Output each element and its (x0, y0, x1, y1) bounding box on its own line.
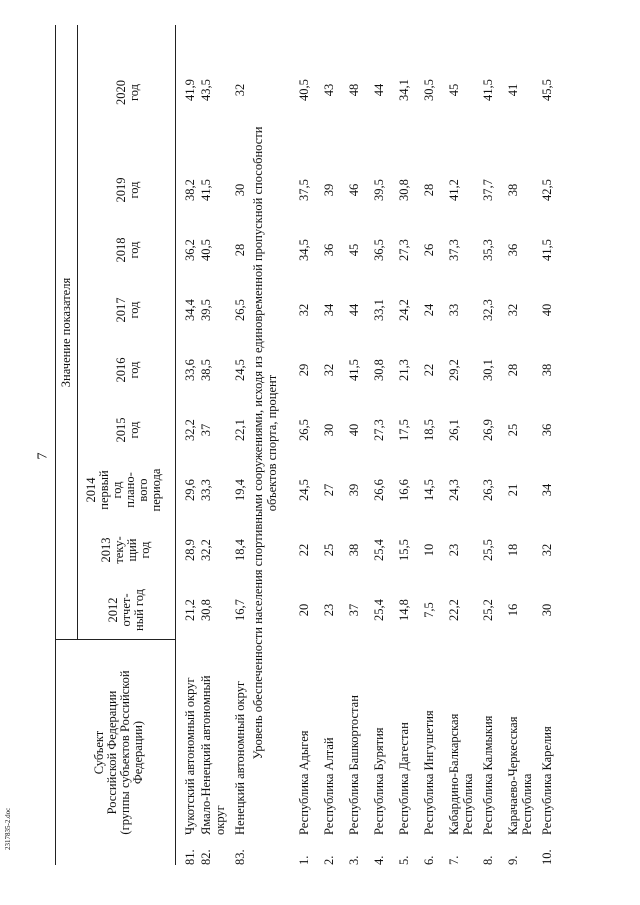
value-cell: 36,5 (372, 239, 386, 261)
value-cell: 14,8 (397, 599, 411, 621)
value-cell: 37 (347, 603, 361, 617)
value-cell: 41 (506, 83, 520, 97)
value-cell: 24 (422, 303, 436, 317)
value-cell: 18 (506, 543, 520, 557)
value-cell: 32,3 (481, 299, 495, 321)
subject-name (199, 640, 227, 835)
value-cell: 29 (297, 363, 311, 377)
row-number: 6. (422, 855, 436, 865)
subject-name (397, 640, 411, 835)
year-header-line: периода (149, 468, 163, 512)
subject-name-line: Республика Бурятия (372, 727, 386, 835)
value-cell: 40,5 (297, 79, 311, 101)
value-cell: 14,5 (422, 479, 436, 501)
year-header-line: первый (97, 470, 111, 510)
value-cell: 28 (506, 363, 520, 377)
year-header-line: 2018 (114, 237, 128, 263)
value-cell: 41,2 (447, 179, 461, 201)
subject-header-line: Федерации) (131, 720, 145, 785)
value-cell: 39 (322, 183, 336, 197)
subject-name (506, 640, 534, 835)
year-header-line: год (127, 301, 141, 319)
subject-name-line: Республика Башкортостан (347, 695, 361, 835)
subject-name-line: Республика Калмыкия (481, 715, 495, 835)
row-number: 9. (506, 855, 520, 865)
subject-name-line: Республика Ингушетия (422, 710, 436, 835)
value-cell: 28,9 (183, 539, 197, 561)
year-header-line: плано- (123, 472, 137, 508)
value-cell: 36,2 (183, 239, 197, 261)
year-header-2020 (115, 25, 141, 160)
table-top-rule (55, 25, 56, 865)
year-header-line: отчет- (119, 593, 133, 627)
value-cell: 42,5 (540, 179, 554, 201)
subject-name-line: Республика Дагестан (397, 722, 411, 835)
value-cell: 26 (422, 243, 436, 257)
value-cell: 41,5 (481, 79, 495, 101)
value-cell: 46 (347, 183, 361, 197)
row-number: 1. (297, 855, 311, 865)
value-cell: 43,5 (199, 79, 213, 101)
row-number: 2. (322, 855, 336, 865)
row-number: 3. (347, 855, 361, 865)
value-cell: 26,1 (447, 419, 461, 441)
value-cell: 16,7 (233, 599, 247, 621)
year-header-line: год (110, 481, 124, 499)
value-cell: 22,1 (233, 419, 247, 441)
subject-name-line: Чукотский автономный округ (183, 677, 197, 835)
value-cell: 33 (447, 303, 461, 317)
year-header-2015 (115, 400, 141, 460)
value-cell: 32,2 (199, 539, 213, 561)
value-cell: 35,3 (481, 239, 495, 261)
value-cell: 19,4 (233, 479, 247, 501)
value-cell: 41,5 (540, 239, 554, 261)
subject-name (540, 640, 554, 835)
year-header-2014 (85, 460, 163, 520)
subject-header-line: Субъект (92, 730, 106, 775)
value-cell: 21,3 (397, 359, 411, 381)
year-header-line: год (127, 181, 141, 199)
row-number: 10. (540, 849, 554, 865)
value-cell: 38 (347, 543, 361, 557)
value-cell: 34 (322, 303, 336, 317)
document-code: 2317835-2.doc (4, 807, 12, 850)
value-cell: 33,1 (372, 299, 386, 321)
year-header-line: год (127, 241, 141, 259)
value-cell: 16 (506, 603, 520, 617)
year-header-line: вого (136, 478, 150, 502)
year-header-2019 (115, 160, 141, 220)
value-cell: 33,6 (183, 359, 197, 381)
value-cell: 25,4 (372, 539, 386, 561)
page-number: 7 (35, 452, 51, 460)
value-cell: 26,9 (481, 419, 495, 441)
value-cell: 22,2 (447, 599, 461, 621)
value-cell: 37,3 (447, 239, 461, 261)
year-header-line: теку- (112, 536, 126, 564)
subject-name (372, 640, 386, 835)
value-cell: 44 (347, 303, 361, 317)
value-cell: 36 (322, 243, 336, 257)
value-cell: 16,6 (397, 479, 411, 501)
row-number: 8. (481, 855, 495, 865)
value-cell: 24,5 (297, 479, 311, 501)
year-header-2018 (115, 220, 141, 280)
value-cell: 24,5 (233, 359, 247, 381)
value-cell: 48 (347, 83, 361, 97)
subject-name-line: Республика Карелия (540, 726, 554, 835)
value-cell: 37 (199, 423, 213, 437)
value-cell: 32 (233, 83, 247, 97)
subject-name (297, 640, 311, 835)
value-cell: 30,1 (481, 359, 495, 381)
section-title-line: объектов спорта, процент (265, 374, 279, 512)
value-cell: 15,5 (397, 539, 411, 561)
value-cell: 26,5 (297, 419, 311, 441)
value-cell: 38 (506, 183, 520, 197)
value-cell: 30,5 (422, 79, 436, 101)
year-header-2012 (107, 580, 146, 640)
subject-name (322, 640, 336, 835)
value-cell: 21,2 (183, 599, 197, 621)
value-cell: 25,4 (372, 599, 386, 621)
header-bottom-rule (175, 25, 176, 865)
value-cell: 38,2 (183, 179, 197, 201)
value-cell: 25 (506, 423, 520, 437)
value-cell: 34 (540, 483, 554, 497)
value-cell: 27,3 (372, 419, 386, 441)
value-cell: 29,2 (447, 359, 461, 381)
year-header-line: 2019 (114, 177, 128, 203)
year-header-line: 2020 (114, 80, 128, 105)
value-cell: 39,5 (372, 179, 386, 201)
subject-name (347, 640, 361, 835)
value-cell: 37,5 (297, 179, 311, 201)
row-number: 4. (372, 855, 386, 865)
value-cell: 30 (233, 183, 247, 197)
year-header-line: щий (125, 538, 139, 562)
value-cell: 32 (540, 543, 554, 557)
value-cell: 30 (322, 423, 336, 437)
subject-name-line: Республика (461, 773, 475, 835)
value-cell: 21 (506, 483, 520, 497)
subject-header-line: Российской Федерации (105, 690, 119, 815)
value-cell: 38,5 (199, 359, 213, 381)
value-cell: 7,5 (422, 602, 436, 618)
value-cell: 40,5 (199, 239, 213, 261)
value-cell: 23 (447, 543, 461, 557)
value-cell: 43 (322, 83, 336, 97)
value-cell: 32 (506, 303, 520, 317)
subject-name (481, 640, 495, 835)
value-cell: 36 (506, 243, 520, 257)
value-cell: 25,2 (481, 599, 495, 621)
subject-name-line: Кабардино-Балкарская (447, 713, 461, 835)
year-header-line: год (127, 83, 141, 102)
year-header-line: 2014 (84, 477, 98, 503)
row-number: 7. (447, 855, 461, 865)
value-cell: 30,8 (397, 179, 411, 201)
value-cell: 22 (422, 363, 436, 377)
value-cell: 32,2 (183, 419, 197, 441)
subject-name-line: Республика Алтай (322, 737, 336, 835)
value-cell: 22 (297, 543, 311, 557)
value-cell: 24,3 (447, 479, 461, 501)
rotated-table (55, 25, 640, 865)
value-cell: 34,4 (183, 299, 197, 321)
value-cell: 26,6 (372, 479, 386, 501)
subject-name (447, 640, 475, 835)
value-cell: 40 (540, 303, 554, 317)
year-header-line: ный год (132, 589, 146, 631)
subject-name-line: Республика Адыгея (297, 730, 311, 835)
value-cell: 24,2 (397, 299, 411, 321)
values-group-header: Значение показателя (59, 277, 73, 388)
value-cell: 45 (447, 83, 461, 97)
value-cell: 25 (322, 543, 336, 557)
value-cell: 18,4 (233, 539, 247, 561)
value-cell: 27 (322, 483, 336, 497)
year-header-2016 (115, 340, 141, 400)
subject-name-line: Ямало-Ненецкий автономный (199, 675, 213, 835)
value-cell: 28 (233, 243, 247, 257)
value-cell: 34,5 (297, 239, 311, 261)
value-cell: 29,6 (183, 479, 197, 501)
year-header-line: год (127, 421, 141, 439)
value-cell: 41,9 (183, 79, 197, 101)
value-cell: 20 (297, 603, 311, 617)
subject-name-line: Республика (520, 773, 534, 835)
value-cell: 10 (422, 543, 436, 557)
row-number: 83. (233, 849, 247, 865)
value-cell: 45,5 (540, 79, 554, 101)
subject-name (422, 640, 436, 835)
value-cell: 44 (372, 83, 386, 97)
value-cell: 41,5 (347, 359, 361, 381)
value-cell: 23 (322, 603, 336, 617)
subject-header-line: (группы субъектов Российской (118, 670, 132, 835)
subject-name-line: Карачаево-Черкесская (506, 716, 520, 835)
value-cell: 32 (297, 303, 311, 317)
value-cell: 45 (347, 243, 361, 257)
value-cell: 41,5 (199, 179, 213, 201)
values-group-rule (77, 25, 78, 640)
value-cell: 30,8 (199, 599, 213, 621)
subject-name-line: округ (213, 805, 227, 835)
subject-header (93, 640, 145, 865)
value-cell: 39,5 (199, 299, 213, 321)
year-header-line: год (127, 361, 141, 379)
value-cell: 30,8 (372, 359, 386, 381)
year-header-line: 2013 (99, 537, 113, 563)
year-header-line: 2017 (114, 297, 128, 323)
value-cell: 30 (540, 603, 554, 617)
year-header-line: год (138, 541, 152, 559)
row-number: 81. (183, 849, 197, 865)
value-cell: 26,3 (481, 479, 495, 501)
value-cell: 28 (422, 183, 436, 197)
value-cell: 37,7 (481, 179, 495, 201)
value-cell: 17,5 (397, 419, 411, 441)
value-cell: 33,3 (199, 479, 213, 501)
value-cell: 40 (347, 423, 361, 437)
row-number: 5. (397, 855, 411, 865)
subject-name (183, 640, 197, 835)
value-cell: 32 (322, 363, 336, 377)
year-header-line: 2012 (106, 597, 120, 623)
subject-name-line: Ненецкий автономный округ (233, 680, 247, 835)
value-cell: 27,3 (397, 239, 411, 261)
year-header-2017 (115, 280, 141, 340)
value-cell: 18,5 (422, 419, 436, 441)
value-cell: 39 (347, 483, 361, 497)
year-header-line: 2016 (114, 357, 128, 383)
subject-name (233, 640, 247, 835)
value-cell: 34,1 (397, 79, 411, 101)
value-cell: 26,5 (233, 299, 247, 321)
value-cell: 36 (540, 423, 554, 437)
year-header-line: 2015 (114, 417, 128, 443)
year-header-2013 (100, 520, 152, 580)
value-cell: 25,5 (481, 539, 495, 561)
row-number: 82. (199, 849, 213, 865)
section-title (251, 43, 279, 843)
section-title-line: Уровень обеспеченности населения спортивными сооружениями, исходя из единовременной пропускной способности (251, 126, 265, 760)
value-cell: 38 (540, 363, 554, 377)
